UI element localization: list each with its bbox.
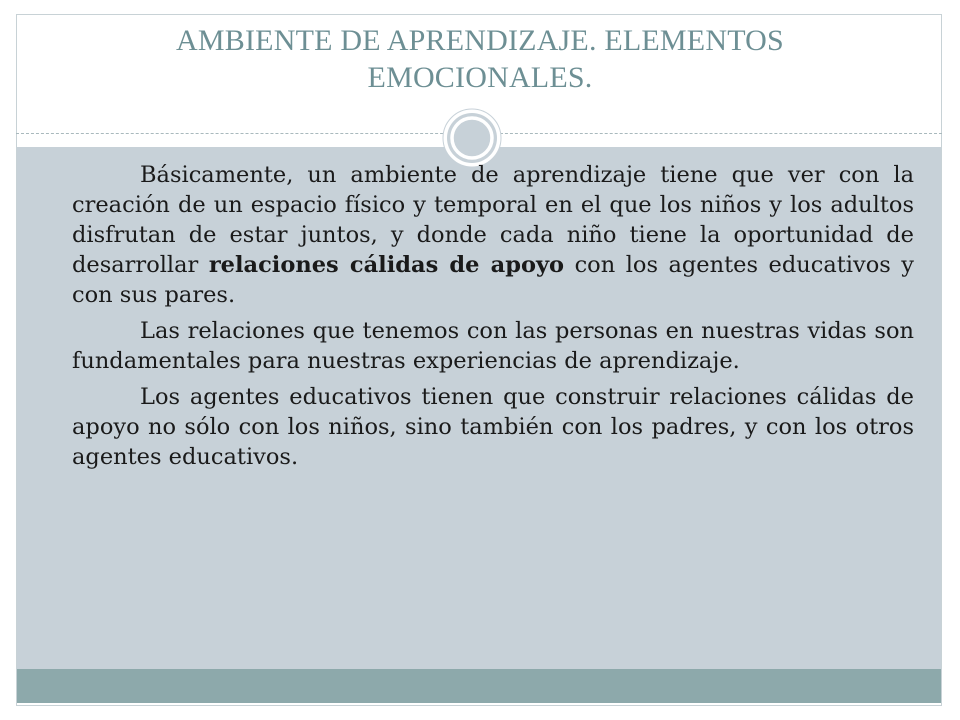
footer-band xyxy=(17,669,941,703)
paragraph-1-text-start: Básicamente, un ambiente de aprendizaje tiene que ver con la creación de un espacio físico y temporal en el que los niños y los adultos disfrutan de estar juntos, y donde cada niño tiene la oportunidad de desarrollar xyxy=(72,162,914,278)
paragraph-3: Los agentes educativos tienen que construir relaciones cálidas de apoyo no sólo con los niños, sino también con los padres, y con los otros agentes educativos. xyxy=(72,384,914,470)
slide-title xyxy=(60,22,900,96)
slide-body xyxy=(72,160,914,478)
paragraph-1-emphasis: relaciones cálidas de apoyo xyxy=(208,252,565,278)
title-line-2: EMOCIONALES. xyxy=(367,61,593,94)
paragraph-2: Las relaciones que tenemos con las personas en nuestras vidas son fundamentales para nuestras experiencias de aprendizaje. xyxy=(72,318,914,374)
title-line-1: AMBIENTE DE APRENDIZAJE. ELEMENTOS xyxy=(176,24,784,57)
paragraph-1 xyxy=(72,160,914,310)
paragraph-1-text-end: con los agentes educativos y con sus pares. xyxy=(72,252,915,308)
